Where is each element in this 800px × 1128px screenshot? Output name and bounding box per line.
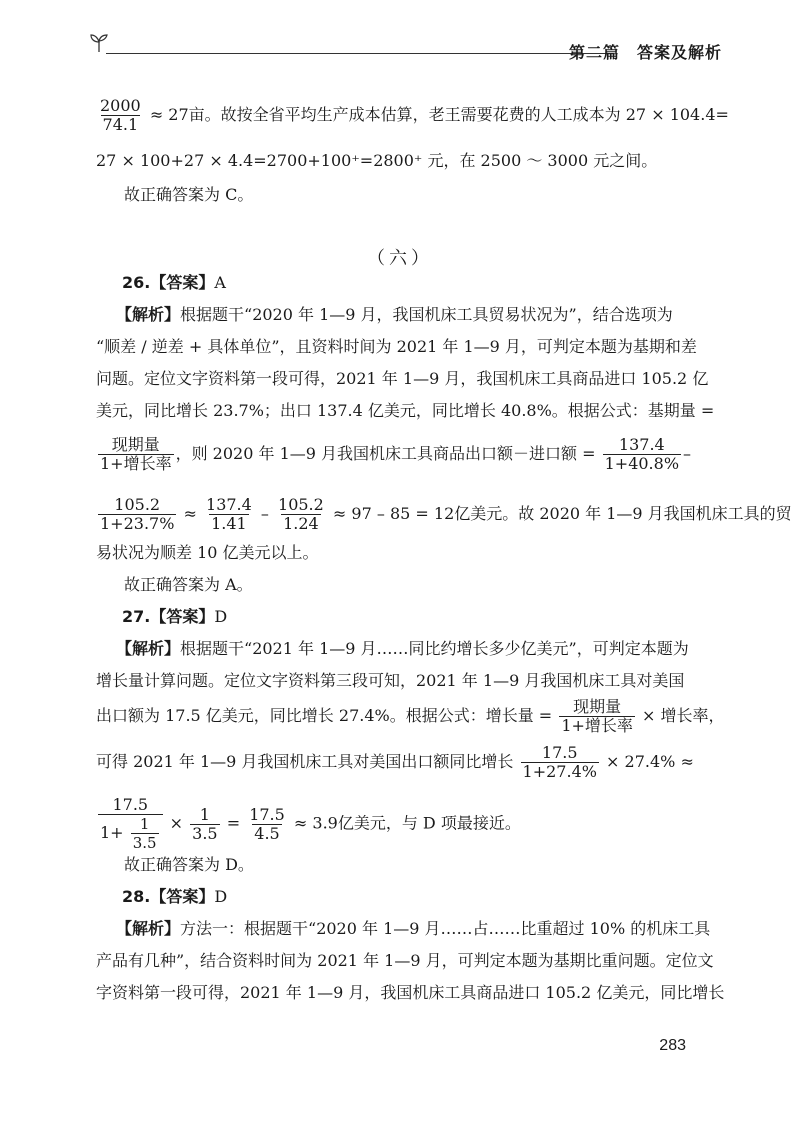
fraction: $\frac{105.2}{1+23.7\%}$ <box>100 495 175 533</box>
q26-answer-line: 26.【答案】A <box>122 273 226 292</box>
intro-line-1: $\frac{2000}{74.1}$ ≈ 27亩。故按全省平均生产成本估算，老王需要花费的人工成本为 27 × 104.4= <box>100 96 729 134</box>
section-title-header: 第二篇 答案及解析 <box>568 43 722 62</box>
q26-analysis-line-5: $\frac{\text{现期量}}{\text{1+增长率}}$ ，则 2020 年 1—9 月我国机床工具商品出口额－进口额 = $\frac{137.4}{1+40.8\%}$ – <box>100 435 692 473</box>
q27-conclusion: 故正确答案为 D。 <box>124 855 254 874</box>
fraction: $\frac{\text{现期量}}{\text{1+增长率}}$ <box>561 697 633 735</box>
page-header <box>88 34 722 64</box>
header-rule <box>106 53 614 54</box>
q28-analysis-line-2: 产品有几种”，结合资料时间为 2021 年 1—9 月，可判定本题为基期比重问题。定位文 <box>96 951 714 970</box>
section-heading: （六） <box>367 248 433 269</box>
q27-analysis-line-1: 【解析】根据题干“2021 年 1—9 月……同比约增长多少亿美元”，可判定本题为 <box>116 639 689 658</box>
q28-analysis-line-3: 字资料第一段可得，2021 年 1—9 月，我国机床工具商品进口 105.2 亿美元，同比增长 <box>96 983 725 1002</box>
q27-analysis-line-3: 出口额为 17.5 亿美元，同比增长 27.4%。根据公式：增长量 = $\frac{\text{现期量}}{\text{1+增长率}}$ × 增长率， <box>96 697 725 735</box>
q28-answer-line: 28.【答案】D <box>122 887 228 906</box>
page-number: 283 <box>659 1037 686 1054</box>
q28-analysis-line-1: 【解析】方法一：根据题干“2020 年 1—9 月……占……比重超过 10% 的机床工具 <box>116 919 711 938</box>
nested-fraction: $\frac{1}{3.5}$ <box>132 815 157 852</box>
fraction: $\frac{\text{现期量}}{\text{1+增长率}}$ <box>100 435 172 473</box>
sprout-icon <box>88 32 110 54</box>
q26-analysis-line-4: 美元，同比增长 23.7%；出口 137.4 亿美元，同比增长 40.8%。根据公式：基期量 = <box>96 401 715 420</box>
fraction: $\frac{1}{3.5}$ <box>192 804 218 843</box>
q27-answer-line: 27.【答案】D <box>122 607 228 626</box>
q26-analysis-line-3: 问题。定位文字资料第一段可得，2021 年 1—9 月，我国机床工具商品进口 105.2 亿 <box>96 369 709 388</box>
q26-analysis-line-6: $\frac{105.2}{1+23.7\%}$ ≈ $\frac{137.4}{1.41}$ – $\frac{105.2}{1.24}$ ≈ 97 – 85 = 12亿美元。故 2020 年 1—9 月我国机床工具的贸 <box>100 495 792 533</box>
q27-analysis-line-5: 17.5 1+ $\frac{1}{3.5}$ × $\frac{1}{3.5}$ = $\frac{17.5}{4.5}$ ≈ 3.9亿美元，与 D 项最接近。 <box>100 795 521 852</box>
fraction: $\frac{105.2}{1.24}$ <box>278 495 324 533</box>
q26-analysis-line-2: “顺差 / 逆差 + 具体单位”，且资料时间为 2021 年 1—9 月，可判定本题为基期和差 <box>96 337 697 356</box>
intro-answer: 故正确答案为 C。 <box>124 185 254 204</box>
q26-analysis-line-7: 易状况为顺差 10 亿美元以上。 <box>96 543 319 562</box>
q26-analysis-line-1: 【解析】根据题干“2020 年 1—9 月，我国机床工具贸易状况为”，结合选项为 <box>116 305 673 324</box>
fraction: $\frac{2000}{74.1}$ <box>100 96 141 134</box>
fraction: $\frac{137.4}{1+40.8\%}$ <box>604 435 680 473</box>
q26-conclusion: 故正确答案为 A。 <box>124 575 253 594</box>
intro-line-2: 27 × 100+27 × 4.4=2700+100⁺=2800⁺ 元，在 2500 ～ 3000 元之间。 <box>96 151 658 170</box>
q27-analysis-line-2: 增长量计算问题。定位文字资料第三段可知，2021 年 1—9 月我国机床工具对美国 <box>96 671 685 690</box>
fraction: $\frac{17.5}{4.5}$ <box>249 804 285 843</box>
fraction: 17.5 1+ $\frac{1}{3.5}$ <box>98 796 163 852</box>
fraction: $\frac{137.4}{1.41}$ <box>206 495 252 533</box>
fraction: $\frac{17.5}{1+27.4\%}$ <box>522 743 597 781</box>
q27-analysis-line-4: 可得 2021 年 1—9 月我国机床工具对美国出口额同比增长 $\frac{17.5}{1+27.4\%}$ × 27.4% ≈ <box>96 743 694 781</box>
